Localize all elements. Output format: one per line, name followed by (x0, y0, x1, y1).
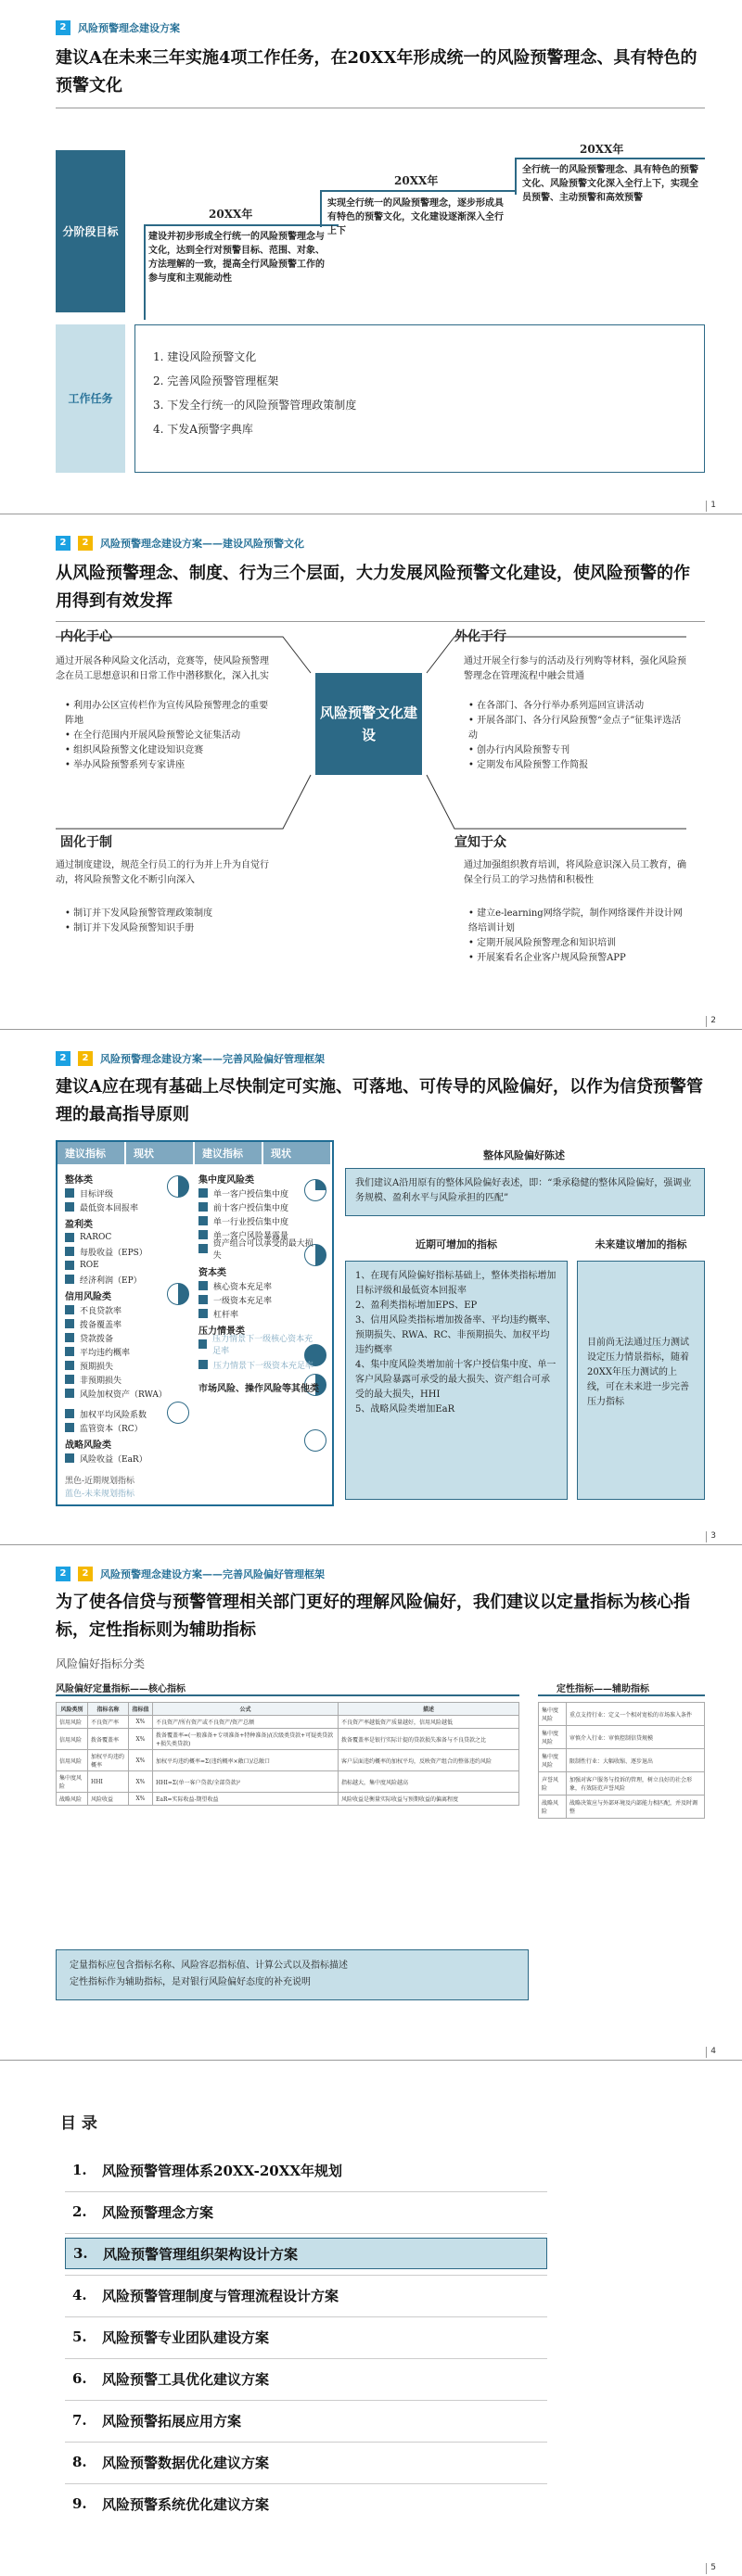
indicator-label: 目标评级 (80, 1189, 114, 1199)
slide-2 (0, 515, 742, 1030)
header-cell: 现状 (126, 1142, 195, 1164)
check-icon (65, 1188, 74, 1198)
list-item: • 建立e-learning网络学院，制作网络课件并设计网络培训计划 (468, 907, 686, 936)
check-icon (65, 1453, 74, 1463)
status-pie-icon (167, 1175, 189, 1198)
breadcrumb-text: 风险预警理念建设方案 (78, 22, 180, 34)
toc-separator (65, 2483, 547, 2484)
list-item: • 利用办公区宣传栏作为宣传风险预警理念的重要阵地 (65, 699, 274, 729)
table-cell: HHI=Σ(单一客户贷款/全部贷款)² (153, 1771, 339, 1793)
toc-label: 风险预警工具优化建议方案 (102, 2370, 270, 2388)
table-cell: 信用风险 (57, 1716, 88, 1729)
check-icon (65, 1305, 74, 1314)
stage-3-year: 20XX年 (580, 143, 624, 156)
note-item: 定量指标应包含指标名称、风险容忍指标值、计算公式以及指标描述 (70, 1961, 348, 1971)
check-icon (65, 1389, 74, 1398)
stage-2-year: 20XX年 (394, 174, 439, 187)
breadcrumb-text: 风险预警理念建设方案——完善风险偏好管理框架 (100, 1053, 325, 1065)
quadrant-1-list (65, 699, 274, 773)
indicator-item (65, 1230, 186, 1245)
status-pie-icon (167, 1283, 189, 1305)
indicator-label: 压力情景下一级核心资本充足率 (212, 1335, 313, 1356)
indicator-item (65, 1244, 186, 1259)
toc-separator (65, 2233, 547, 2234)
table-cell: 风险收益 (88, 1793, 129, 1806)
section-number: 2 (56, 1051, 70, 1066)
indicator-category: 资本类 (198, 1268, 226, 1278)
table-cell: 声誉风险 (539, 1772, 567, 1796)
table-row (57, 1716, 519, 1729)
indicator-label: 一级资本充足率 (213, 1296, 273, 1306)
table-cell: 集中度风险 (57, 1771, 88, 1793)
table-cell: 加强对客户服务与投诉的管理，树立良好的社会形象，有效防范声誉风险 (567, 1772, 705, 1796)
indicator-item (198, 1239, 319, 1261)
legend-near: 黑色-近期规划指标 (65, 1476, 135, 1486)
table-cell: 集中度风险 (539, 1726, 567, 1749)
indicator-item (198, 1186, 319, 1200)
indicator-panel-header (58, 1142, 332, 1164)
table-cell: 拨备覆盖率=(一般准备+专项准备+特种准备)/(次级类贷款+可疑类贷款+损失类贷款) (153, 1729, 339, 1750)
table-row (57, 1750, 519, 1771)
quadrant-4-text: 通过加强组织教育培训，将风险意识深入员工教育，确保全行员工的学习热情和积极性 (464, 860, 686, 885)
indicator-label: 资产组合可以承受的最大损失 (212, 1239, 313, 1261)
table-cell: X% (129, 1716, 153, 1729)
page-title: 为了使各信贷与预警管理相关部门更好的理解风险偏好，我们建议以定量指标为核心指标，定性指标则为辅助指标 (56, 1593, 690, 1640)
stages-area (134, 139, 705, 320)
table-cell: 战略决策应与外部环境及内部能力相匹配，并及时调整 (567, 1796, 705, 1819)
table-cell: 拨备覆盖率 (88, 1729, 129, 1750)
header-cell: 建议指标 (58, 1142, 126, 1164)
indicator-label: 加权平均风险系数 (80, 1410, 147, 1420)
subtitle: 风险偏好指标分类 (56, 1657, 146, 1670)
breadcrumb (56, 1049, 325, 1068)
section-number-highlight: 2 (78, 1567, 93, 1581)
indicator-item (65, 1258, 186, 1273)
toc-item[interactable] (65, 2279, 547, 2311)
indicator-label: 经济利润（EP） (80, 1275, 142, 1286)
near-term-list: 1、在现有风险偏好指标基础上，整体类指标增加目标评级和最低资本回报率 2、盈利类指标增加EPS、EP 3、信用风险类指标增加拨备率、平均违约概率、预期损失、RWA、RC、非预期损失、加权平均违约概率 4、集中度风险类增加前十客户授信集中度、单一客户风险暴露可承受的最大损失、资产组合可承受的最大损失，HHI 5、战略风险类增加EaR (345, 1261, 568, 1500)
col-header: 风险类别 (57, 1703, 88, 1716)
quant-heading: 风险偏好定量指标——核心指标 (56, 1684, 186, 1694)
indicator-item (65, 1386, 186, 1401)
indicator-item (198, 1292, 319, 1307)
indicator-item (65, 1358, 186, 1373)
toc-number: 4. (72, 2287, 87, 2303)
slide-3 (0, 1031, 742, 1545)
table-cell: 不良资产率 (88, 1716, 129, 1729)
side-label-tasks: 工作任务 (56, 324, 125, 473)
task-item: 4. 下发A预警字典库 (153, 423, 253, 436)
slide-4 (0, 1546, 742, 2061)
page-number: 1 (710, 501, 716, 510)
section-number-highlight: 2 (78, 1051, 93, 1066)
status-pie-icon (167, 1402, 189, 1424)
header-cell: 建议指标 (195, 1142, 263, 1164)
overall-statement: 我们建议A沿用原有的整体风险偏好表述，即：“秉承稳健的整体风险偏好，强调业务规模、盈利水平与风险承担的匹配” (345, 1168, 705, 1216)
indicator-category: 盈利类 (65, 1220, 93, 1230)
list-item: • 组织风险预警文化建设知识竞赛 (65, 743, 274, 758)
task-item: 3. 下发全行统一的风险预警管理政策制度 (153, 399, 357, 412)
quadrant-1-text: 通过开展各种风险文化活动，竞赛等，使风险预警理念在员工思想意识和日常工作中潜移默化，深入扎实 (56, 656, 269, 681)
toc-number: 3. (73, 2245, 88, 2262)
toc-separator (65, 2400, 547, 2401)
list-item: • 制订并下发风险预警管理政策制度 (65, 907, 274, 921)
page-number-rule (706, 2563, 707, 2574)
indicator-label: 单一客户风险暴露量 (213, 1231, 289, 1241)
check-icon (65, 1375, 74, 1384)
toc-number: 8. (72, 2454, 87, 2470)
indicator-label: ROE (80, 1261, 99, 1270)
qual-rule (538, 1694, 705, 1696)
status-pie-icon (304, 1429, 326, 1452)
toc-number: 5. (72, 2329, 87, 2345)
indicator-category: 战略风险类 (65, 1440, 111, 1451)
check-icon (65, 1361, 74, 1370)
quant-table-body (57, 1716, 519, 1806)
indicator-label: 监管资本（RC） (80, 1424, 143, 1434)
stage-1-text: 建设并初步形成全行统一的风险预警理念与文化，达到全行对预警目标、范围、对象、方法理解的一致，提高全行风险预警工作的参与度和主观能动性 (148, 232, 325, 284)
section-number-highlight: 2 (78, 536, 93, 551)
table-cell: 加权平均违约概率 (88, 1750, 129, 1771)
connector-bottom-left (56, 775, 311, 829)
table-cell: 指标越大，集中度风险越高 (339, 1771, 519, 1793)
quadrant-4-list (468, 907, 686, 966)
page-number-rule (706, 1016, 707, 1027)
check-icon (198, 1309, 208, 1318)
toc-item[interactable] (65, 2238, 547, 2269)
indicator-category: 压力情景类 (198, 1326, 245, 1337)
table-cell: 集中度风险 (539, 1749, 567, 1772)
table-cell: 信用风险 (57, 1729, 88, 1750)
table-cell: 不良资产/所有资产或不良资产/资产总额 (153, 1716, 339, 1729)
toc-number: 6. (72, 2370, 87, 2387)
indicator-item (65, 1199, 186, 1214)
toc-heading: 目 录 (60, 2114, 97, 2133)
quadrant-3-text: 通过制度建设，规范全行员工的行为并上升为自觉行动，将风险预警文化不断引向深入 (56, 860, 269, 885)
breadcrumb-text: 风险预警理念建设方案——建设风险预警文化 (100, 538, 304, 550)
note-item: 定性指标作为辅助指标，是对银行风险偏好态度的补充说明 (70, 1977, 311, 1987)
breadcrumb (56, 1565, 325, 1583)
toc-label: 风险预警专业团队建设方案 (102, 2329, 270, 2346)
indicator-category: 整体类 (65, 1175, 93, 1186)
col-header: 指标值 (129, 1703, 153, 1716)
list-item: • 创办行内风险预警专刊 (468, 743, 686, 758)
table-row (57, 1793, 519, 1806)
indicator-label: 风险加权资产（RWA） (80, 1390, 167, 1400)
indicator-label: 单一客户授信集中度 (213, 1189, 289, 1199)
list-item: • 定期发布风险预警工作简报 (468, 758, 686, 773)
check-icon (65, 1347, 74, 1356)
quadrant-2-text: 通过开展全行参与的活动及行列购等材料，强化风险预警理念在管理流程中融会贯通 (464, 656, 686, 681)
check-icon (198, 1244, 208, 1253)
check-icon (65, 1423, 74, 1432)
quant-rule (56, 1694, 519, 1696)
quant-table (56, 1702, 519, 1806)
indicator-panel (56, 1140, 334, 1506)
table-cell: 加权平均违约概率=Σ(违约概率×敞口)/总敞口 (153, 1750, 339, 1771)
indicator-item (65, 1330, 186, 1345)
indicator-item (65, 1372, 186, 1387)
table-cell: 重点支持行业：定义一个相对宽松的市场准入条件 (567, 1703, 705, 1726)
indicator-label: 非预期损失 (80, 1376, 122, 1386)
table-cell: X% (129, 1729, 153, 1750)
connector-bottom-right (427, 775, 686, 829)
toc-label: 风险预警管理体系20XX-20XX年规划 (102, 2162, 342, 2179)
check-icon (65, 1319, 74, 1328)
list-item: • 开展案看名企业客户规风险预警APP (468, 951, 686, 966)
toc-item[interactable] (65, 2363, 547, 2394)
toc-label: 风险预警系统优化建议方案 (102, 2495, 270, 2513)
toc-label: 风险预警理念方案 (102, 2203, 214, 2221)
list-item: • 在各部门、各分行举办系列巡回宣讲活动 (468, 699, 686, 714)
check-icon (198, 1281, 208, 1290)
slide-1 (0, 0, 742, 514)
table-cell: X% (129, 1750, 153, 1771)
stage-3-text: 全行统一的风险预警理念、具有特色的预警文化、风险预警文化深入全行上下，实现全员预警、主动预警和高效预警 (522, 165, 698, 203)
indicator-item (198, 1335, 319, 1356)
toc-number: 7. (72, 2412, 87, 2429)
toc-item[interactable] (65, 2321, 547, 2353)
page-number: 5 (710, 2563, 716, 2572)
header-cell: 现状 (263, 1142, 332, 1164)
indicator-label: 不良贷款率 (80, 1306, 122, 1316)
qual-heading: 定性指标——辅助指标 (556, 1684, 649, 1694)
indicator-label: 每股收益（EPS） (80, 1248, 147, 1258)
stage-1-year: 20XX年 (209, 208, 253, 221)
task-item: 2. 完善风险预警管理框架 (153, 374, 279, 387)
indicator-item (65, 1316, 186, 1331)
breadcrumb (56, 19, 180, 37)
toc-item[interactable] (65, 2196, 547, 2227)
table-row (539, 1703, 705, 1726)
quadrant-4-heading: 宣知于众 (454, 835, 506, 850)
quadrant-2-list (468, 699, 686, 773)
table-row (57, 1771, 519, 1793)
section-number: 2 (56, 536, 70, 551)
page-title: 建议A应在现有基础上尽快制定可实施、可落地、可传导的风险偏好，以作为信贷预警管理的最高指导原则 (56, 1077, 703, 1124)
legend-future: 蓝色-未来规划指标 (65, 1489, 135, 1499)
indicator-item (65, 1344, 186, 1359)
table-cell: 集中度风险 (539, 1703, 567, 1726)
notes-box (56, 1949, 529, 2000)
quadrant-1-heading: 内化于心 (60, 629, 112, 644)
toc-number: 1. (72, 2162, 87, 2178)
table-row (539, 1796, 705, 1819)
check-icon (65, 1247, 74, 1256)
indicator-label: 预期损失 (80, 1362, 114, 1372)
indicator-label: 杠杆率 (213, 1310, 239, 1320)
check-icon (198, 1216, 208, 1225)
toc-label: 风险预警管理制度与管理流程设计方案 (102, 2287, 339, 2304)
slide-5 (0, 2062, 742, 2576)
indicator-item (198, 1357, 319, 1372)
table-cell: 战略风险 (539, 1796, 567, 1819)
indicator-item (198, 1199, 319, 1214)
indicator-item (65, 1272, 186, 1287)
col-header: 描述 (339, 1703, 519, 1716)
table-row (539, 1749, 705, 1772)
table-cell: X% (129, 1771, 153, 1793)
list-item: • 定期开展风险预警理念和知识培训 (468, 936, 686, 951)
overall-heading: 整体风险偏好陈述 (483, 1149, 565, 1161)
toc-separator (65, 2358, 547, 2359)
toc-number: 9. (72, 2495, 87, 2512)
section-number: 2 (56, 20, 70, 35)
page-number-rule (706, 2047, 707, 2058)
task-list (153, 345, 356, 441)
indicator-label: 单一行业授信集中度 (213, 1217, 289, 1227)
check-icon (65, 1261, 74, 1270)
toc-number: 2. (72, 2203, 87, 2220)
table-cell: 不良资产率越低资产质量越好，信用风险越低 (339, 1716, 519, 1729)
indicator-label: 前十客户授信集中度 (213, 1203, 289, 1213)
indicator-category: 信用风险类 (65, 1292, 111, 1302)
indicator-item (65, 1451, 186, 1466)
indicator-category: 市场风险、操作风险等其他类 (198, 1384, 319, 1394)
check-icon (198, 1230, 208, 1239)
page-number-rule (706, 501, 707, 512)
section-number: 2 (56, 1567, 70, 1581)
check-icon (65, 1233, 74, 1242)
toc-label: 风险预警数据优化建议方案 (102, 2454, 270, 2471)
toc-separator (65, 2191, 547, 2192)
list-item: • 制订并下发风险预警知识手册 (65, 921, 274, 936)
col-header: 公式 (153, 1703, 339, 1716)
indicator-label: 核心资本充足率 (213, 1282, 273, 1292)
indicator-label: 拨备覆盖率 (80, 1320, 122, 1330)
toc-separator (65, 2442, 547, 2443)
indicator-label: 平均违约概率 (80, 1348, 131, 1358)
stage-2-text: 实现全行统一的风险预警理念，逐步形成具有特色的预警文化，文化建设逐渐深入全行上下 (327, 198, 504, 236)
table-cell: HHI (88, 1771, 129, 1793)
indicator-item (198, 1213, 319, 1228)
page-number: 3 (710, 1531, 716, 1541)
check-icon (65, 1275, 74, 1284)
indicator-label: 压力情景下一级资本充足率 (213, 1361, 314, 1371)
task-item: 1. 建设风险预警文化 (153, 350, 257, 363)
future-text: 目前尚无法通过压力测试设定压力情景指标，随着20XX年压力测试的上线，可在未来进一步完善压力指标 (577, 1261, 705, 1500)
table-row (539, 1726, 705, 1749)
check-icon (198, 1360, 208, 1369)
indicator-item (198, 1278, 319, 1293)
table-cell: 审慎介入行业：审慎控制信贷规模 (567, 1726, 705, 1749)
check-icon (65, 1333, 74, 1342)
qual-table-body (539, 1703, 705, 1819)
indicator-category: 集中度风险类 (198, 1175, 254, 1186)
list-item: • 在全行范围内开展风险预警论文征集活动 (65, 729, 274, 743)
page-number-rule (706, 1531, 707, 1542)
quadrant-3-heading: 固化于制 (60, 835, 112, 850)
page-number: 2 (710, 1016, 716, 1025)
table-cell: EaR=实际收益-期望收益 (153, 1793, 339, 1806)
table-cell: 战略风险 (57, 1793, 88, 1806)
table-cell: 客户层面违约概率的加权平均，反映资产组合的整体违约风险 (339, 1750, 519, 1771)
future-heading: 未来建议增加的指标 (595, 1238, 687, 1250)
breadcrumb-text: 风险预警理念建设方案——完善风险偏好管理框架 (100, 1568, 325, 1580)
list-item: • 开展各部门、各分行风险预警“金点子”征集评选活动 (468, 714, 686, 743)
quadrant-2-heading: 外化于行 (454, 629, 506, 644)
toc-item[interactable] (65, 2405, 547, 2436)
check-icon (198, 1188, 208, 1198)
toc-separator (65, 2316, 547, 2317)
toc-separator (65, 2275, 547, 2276)
check-icon (65, 1409, 74, 1418)
list-item: • 举办风险预警系列专家讲座 (65, 758, 274, 773)
page-title: 建议A在未来三年实施4项工作任务，在20XX年形成统一的风险预警理念、具有特色的预警文化 (56, 48, 697, 95)
indicator-item (198, 1306, 319, 1321)
indicator-label: 最低资本回报率 (80, 1203, 139, 1213)
indicator-label: 风险收益（EaR） (80, 1454, 147, 1465)
toc-item[interactable] (65, 2154, 547, 2186)
center-box: 风险预警文化建设 (315, 673, 422, 775)
indicator-label: RAROC (80, 1233, 112, 1242)
page-number: 4 (710, 2047, 716, 2056)
toc-label: 风险预警管理组织架构设计方案 (103, 2245, 299, 2263)
toc-item[interactable] (65, 2446, 547, 2478)
toc-item[interactable] (65, 2488, 547, 2519)
table-cell: X% (129, 1793, 153, 1806)
check-icon (198, 1202, 208, 1212)
table-row (57, 1729, 519, 1750)
table-cell: 限制性行业：大幅收缩、逐步退出 (567, 1749, 705, 1772)
page-title: 从风险预警理念、制度、行为三个层面，大力发展风险预警文化建设，使风险预警的作用得到有效发挥 (56, 564, 690, 611)
indicator-item (65, 1302, 186, 1317)
table-cell: 信用风险 (57, 1750, 88, 1771)
table-row (539, 1772, 705, 1796)
col-header: 指标名称 (88, 1703, 129, 1716)
quadrant-3-list (65, 907, 274, 936)
indicator-item (65, 1420, 186, 1435)
table-cell: 风险收益是衡量实际收益与预期收益的偏离程度 (339, 1793, 519, 1806)
toc-label: 风险预警拓展应用方案 (102, 2412, 242, 2430)
indicator-label: 贷款拨备 (80, 1334, 114, 1344)
near-term-heading: 近期可增加的指标 (416, 1238, 497, 1250)
check-icon (198, 1339, 207, 1349)
check-icon (198, 1295, 208, 1304)
table-header-row (57, 1703, 519, 1716)
table-cell: 拨备覆盖率是银行实际计提的贷款损失准备与不良贷款之比 (339, 1729, 519, 1750)
check-icon (65, 1202, 74, 1212)
side-label-goals: 分阶段目标 (56, 150, 125, 312)
qual-table (538, 1702, 705, 1819)
